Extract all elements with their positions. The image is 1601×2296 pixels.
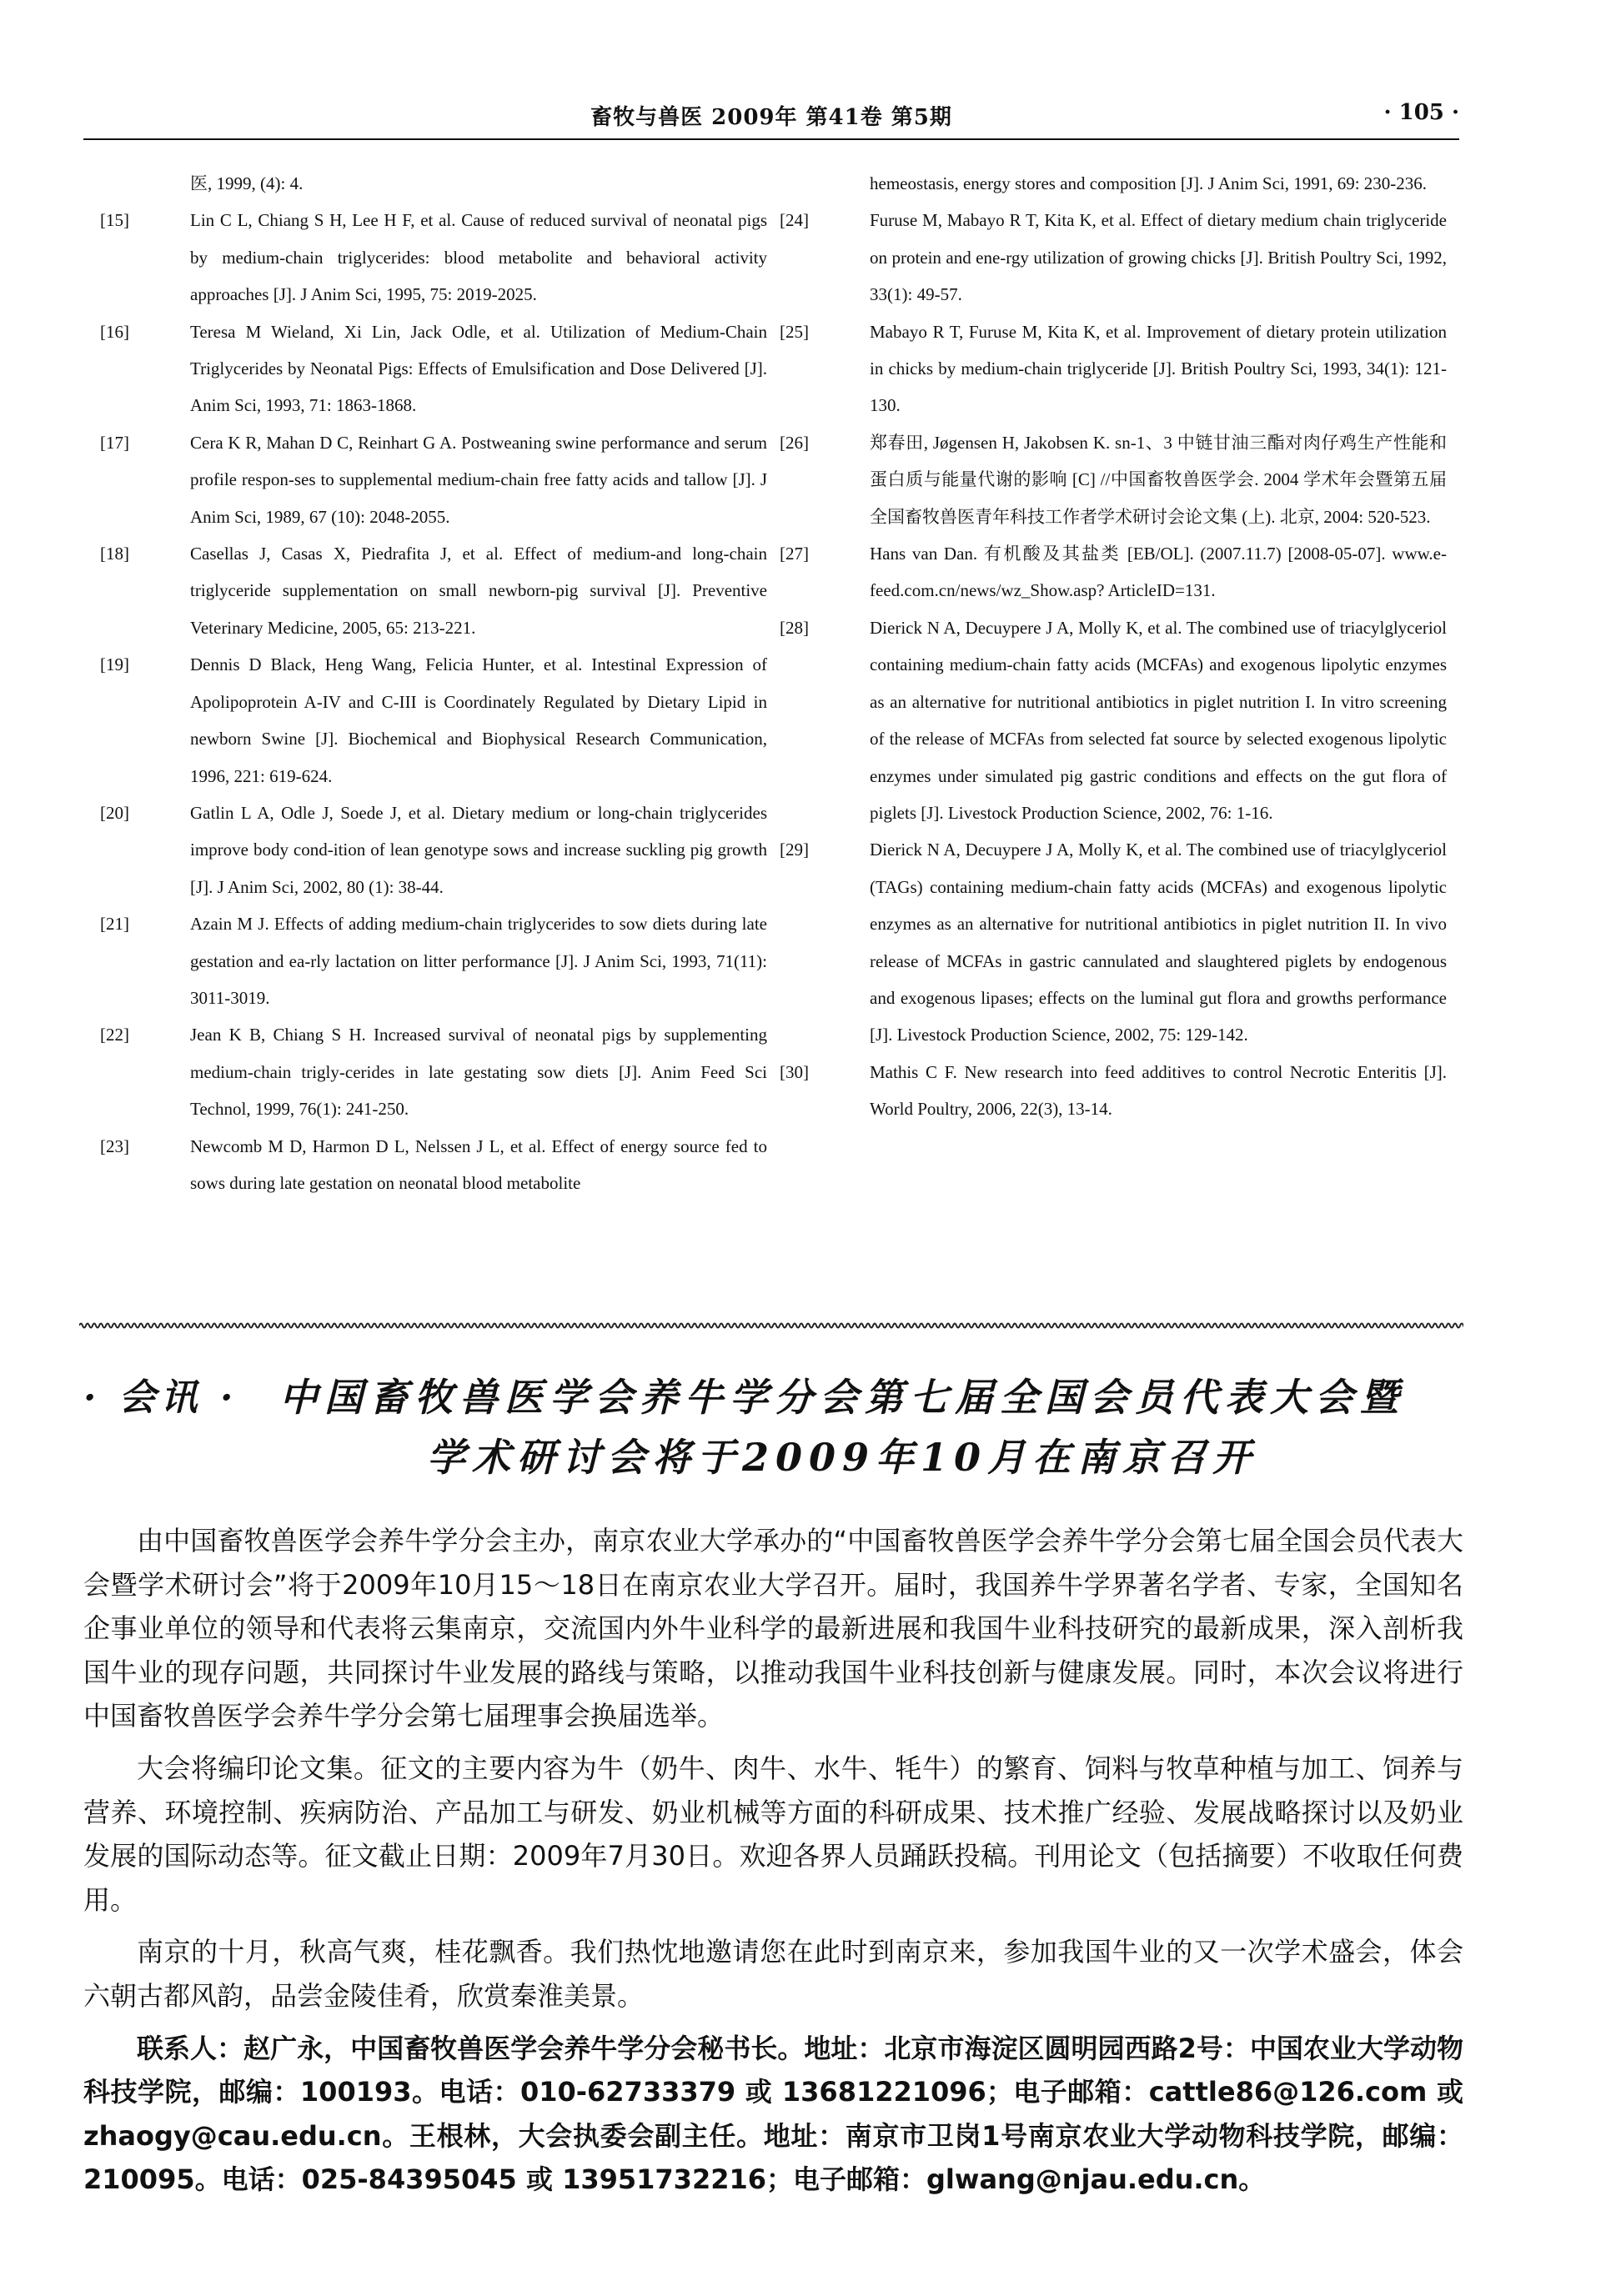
notice-heading <box>83 1367 1476 1484</box>
notice-title-line-1: 中国畜牧兽医学会养牛学分会第七届全国会员代表大会暨 <box>279 1375 1405 1420</box>
reference-item <box>100 424 767 535</box>
reference-text: Azain M J. Effects of adding medium-chain triglycerides to sow diets during late gestation and ea-rly lactation on litter performance [J]. J Anim Sci, 1993, 71(11): 3011-3019. <box>190 914 767 1008</box>
reference-text: Hans van Dan. 有机酸及其盐类 [EB/OL]. (2007.11.7) [2008-05-07]. www.e-feed.com.cn/news/wz_Show.asp? ArticleID=131. <box>870 544 1447 601</box>
reference-item <box>100 313 767 424</box>
reference-number: [29] <box>780 840 809 860</box>
reference-number: [26] <box>780 432 809 453</box>
reference-item <box>100 646 767 795</box>
reference-number: [22] <box>100 1025 129 1045</box>
reference-text: Dierick N A, Decuypere J A, Molly K, et al. The combined use of triacylglyceriol containing medium-chain fatty acids (MCFAs) and exogenous lipolytic enzymes as an alternative for nutritional antibiotics in piglet nutrition I. In vitro screening of the release of MCFAs from selected fat source by selected exogenous lipolytic enzymes under simulated pig gastric conditions and effects on the gut flora of piglets [J]. Livestock Production Science, 2002, 76: 1-16. <box>870 617 1447 823</box>
wavy-divider <box>79 1320 1463 1331</box>
contact-info: 联系人：赵广永，中国畜牧兽医学会养牛学分会秘书长。地址：北京市海淀区圆明园西路2号：中国农业大学动物科技学院，邮编：100193。电话：010-62733379 或 13681221096；电子邮箱：cattle86@126.com 或 zhaogy@cau.edu.cn。王根林，大会执委会副主任。地址：南京市卫岗1号南京农业大学动物科技学院，邮编：210095。电话：025-84395045 或 13951732216；电子邮箱：glwang@njau.edu.cn。 <box>83 2032 1463 2196</box>
reference-item <box>100 535 767 646</box>
reference-item <box>780 831 1447 1053</box>
reference-item <box>100 202 767 313</box>
journal-title: 畜牧与兽医 2009年 第41卷 第5期 <box>590 105 952 130</box>
page-header <box>83 93 1459 140</box>
reference-number: [24] <box>780 210 809 231</box>
reference-item <box>780 313 1447 424</box>
reference-number: [28] <box>780 617 809 638</box>
reference-text: Mabayo R T, Furuse M, Kita K, et al. Improvement of dietary protein utilization in chicks by medium-chain triglyceride [J]. British Poultry Sci, 1993, 34(1): 121-130. <box>870 321 1447 416</box>
reference-item <box>780 609 1447 831</box>
reference-number: [30] <box>780 1061 809 1082</box>
reference-text: Mathis C F. New research into feed additives to control Necrotic Enteritis [J]. World Poultry, 2006, 22(3), 13-14. <box>870 1061 1447 1120</box>
references-left-column <box>100 165 767 1201</box>
reference-item <box>100 1128 767 1202</box>
reference-number: [16] <box>100 321 129 342</box>
reference-number: [21] <box>100 914 129 935</box>
reference-number: [19] <box>100 654 129 675</box>
reference-text: Teresa M Wieland, Xi Lin, Jack Odle, et al. Utilization of Medium-Chain Triglycerides by Neonatal Pigs: Effects of Emulsification and Dose Delivered [J]. Anim Sci, 1993, 71: 1863-1868. <box>190 321 767 416</box>
reference-item <box>780 424 1447 535</box>
reference-text: Casellas J, Casas X, Piedrafita J, et al. Effect of medium-and long-chain triglyceride supplementation on small newborn-pig survival [J]. Preventive Veterinary Medicine, 2005, 65: 213-221. <box>190 544 767 638</box>
references-right-column <box>780 165 1447 1128</box>
reference-number: [15] <box>100 210 129 231</box>
reference-item <box>780 165 1447 202</box>
reference-text: Lin C L, Chiang S H, Lee H F, et al. Cause of reduced survival of neonatal pigs by medium-chain triglycerides: blood metabolite and behavioral activity approaches [J]. J Anim Sci, 1995, 75: 2019-2025. <box>190 210 767 305</box>
reference-item <box>100 165 767 202</box>
reference-text: Cera K R, Mahan D C, Reinhart G A. Postweaning swine performance and serum profile respon-ses to supplemental medium-chain free fatty acids and tallow [J]. J Anim Sci, 1989, 67 (10): 2048-2055. <box>190 432 767 527</box>
reference-item <box>780 1054 1447 1128</box>
reference-item <box>100 795 767 905</box>
reference-item <box>100 905 767 1016</box>
reference-number: [25] <box>780 321 809 342</box>
reference-number: [27] <box>780 544 809 564</box>
reference-item <box>780 202 1447 313</box>
notice-tag: · 会讯 · <box>83 1376 238 1419</box>
wavy-divider-line <box>79 1324 1463 1328</box>
notice-paragraph: 南京的十月，秋高气爽，桂花飘香。我们热忱地邀请您在此时到南京来，参加我国牛业的又一次学术盛会，体会六朝古都风韵，品尝金陵佳肴，欣赏秦淮美景。 <box>83 1936 1463 2012</box>
reference-text: 医, 1999, (4): 4. <box>190 173 304 193</box>
notice-title-line-2: 学术研讨会将于2009年10月在南京召开 <box>426 1435 1258 1480</box>
reference-text: 郑春田, Jøgensen H, Jakobsen K. sn-1、3 中链甘油三酯对肉仔鸡生产性能和蛋白质与能量代谢的影响 [C] //中国畜牧兽医学会. 2004 学术年会暨第五届全国畜牧兽医青年科技工作者学术研讨会论文集 (上). 北京, 2004: 520-523. <box>870 432 1447 527</box>
notice-paragraph: 大会将编印论文集。征文的主要内容为牛（奶牛、肉牛、水牛、牦牛）的繁育、饲料与牧草种植与加工、饲养与营养、环境控制、疾病防治、产品加工与研发、奶业机械等方面的科研成果、技术推广经验、发展战略探讨以及奶业发展的国际动态等。征文截止日期：2009年7月30日。欢迎各界人员踊跃投稿。刊用论文（包括摘要）不收取任何费用。 <box>83 1752 1463 1916</box>
reference-number: [20] <box>100 802 129 823</box>
page-number: · 105 · <box>1383 100 1459 125</box>
reference-item <box>780 535 1447 609</box>
notice-paragraph: 由中国畜牧兽医学会养牛学分会主办，南京农业大学承办的“中国畜牧兽医学会养牛学分会第七届全国会员代表大会暨学术研讨会”将于2009年10月15～18日在南京农业大学召开。届时，我国养牛学界著名学者、专家，全国知名企事业单位的领导和代表将云集南京，交流国内外牛业科学的最新进展和我国牛业科技研究的最新成果，深入剖析我国牛业的现存问题，共同探讨牛业发展的路线与策略，以推动我国牛业科技创新与健康发展。同时，本次会议将进行中国畜牧兽医学会养牛学分会第七届理事会换届选举。 <box>83 1525 1463 1732</box>
reference-number: [23] <box>100 1135 129 1156</box>
reference-text: Jean K B, Chiang S H. Increased survival of neonatal pigs by supplementing medium-chain trigly-cerides in late gestating sow diets [J]. Anim Feed Sci Technol, 1999, 76(1): 241-250. <box>190 1025 767 1120</box>
reference-text: Newcomb M D, Harmon D L, Nelssen J L, et al. Effect of energy source fed to sows during late gestation on neonatal blood metabolite <box>190 1135 767 1193</box>
reference-text: Dierick N A, Decuypere J A, Molly K, et al. The combined use of triacylglyceriol (TAGs) containing medium-chain fatty acids (MCFAs) and exogenous lipolytic enzymes as an alternative for nutritional antibiotics in piglet nutrition II. In vivo release of MCFAs in gastric cannulated and slaughtered piglets by endogenous and exogenous lipases; effects on the luminal gut flora and growths performance [J]. Livestock Production Science, 2002, 75: 129-142. <box>870 840 1447 1045</box>
reference-text: Furuse M, Mabayo R T, Kita K, et al. Effect of dietary medium chain triglyceride on protein and ene-rgy utilization of growing chicks [J]. British Poultry Sci, 1992, 33(1): 49-57. <box>870 210 1447 305</box>
reference-number: [18] <box>100 544 129 564</box>
reference-text: hemeostasis, energy stores and composition [J]. J Anim Sci, 1991, 69: 230-236. <box>870 173 1428 193</box>
reference-number: [17] <box>100 432 129 453</box>
reference-text: Gatlin L A, Odle J, Soede J, et al. Dietary medium or long-chain triglycerides improve body cond-ition of lean genotype sows and increase suckling pig growth [J]. J Anim Sci, 2002, 80 (1): 38-44. <box>190 802 767 897</box>
reference-item <box>100 1016 767 1127</box>
notice-body <box>83 1519 1463 2210</box>
reference-text: Dennis D Black, Heng Wang, Felicia Hunter, et al. Intestinal Expression of Apolipoprotein A-IV and C-III is Coordinately Regulated by Dietary Lipid in newborn Swine [J]. Biochemical and Biophysical Research Communication, 1996, 221: 619-624. <box>190 654 767 786</box>
header-rule <box>83 138 1459 140</box>
